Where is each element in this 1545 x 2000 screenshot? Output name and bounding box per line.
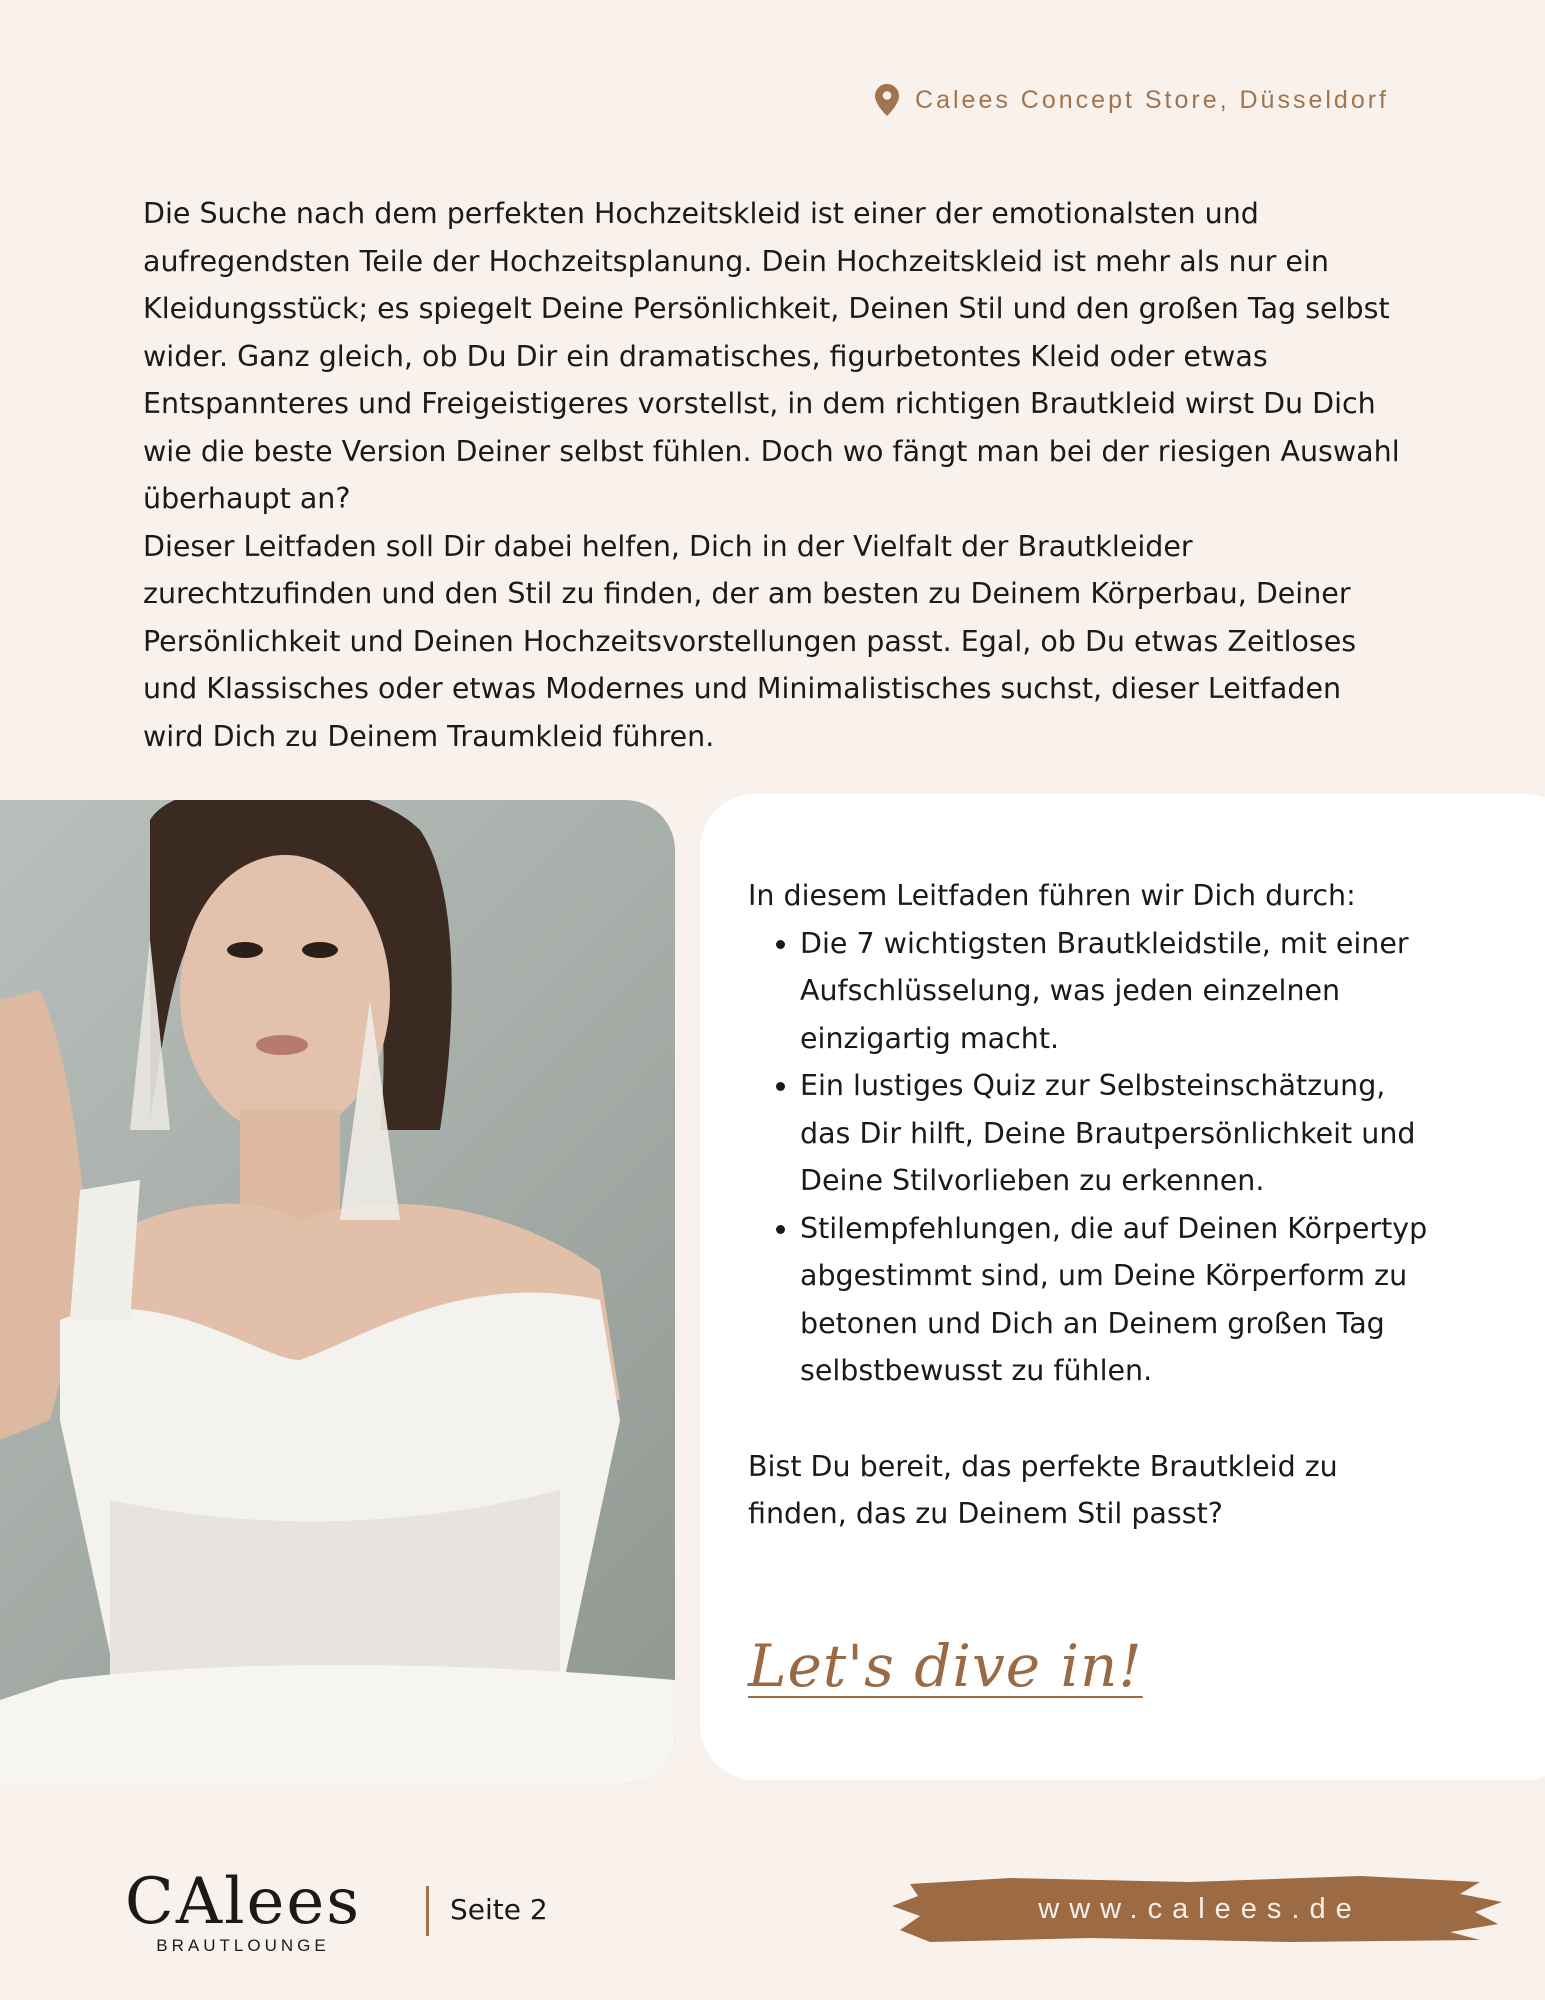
- location-text: Calees Concept Store, Düsseldorf: [915, 85, 1389, 114]
- store-location: [875, 84, 1389, 116]
- list-item: • Die 7 wichtigsten Brautkleidstile, mit einer Aufschlüsselung, was jeden einzelnen einzigartig macht.: [800, 920, 1428, 1063]
- calees-logo: [110, 1865, 376, 1956]
- bride-illustration: [0, 800, 675, 1784]
- website-link[interactable]: www.calees.de: [1038, 1892, 1362, 1925]
- intro-paragraph-2: Dieser Leitfaden soll Dir dabei helfen, Dich in der Vielfalt der Brautkleider zurechtzufinden und den Stil zu finden, der am besten zu Deinem Körperbau, Deiner Persönlichkeit und Deinen Hochzeitsvorstellungen passt. Egal, ob Du etwas Zeitloses und Klassisches oder etwas Modernes und Minimalistisches suchst, dieser Leitfaden wird Dich zu Deinem Traumkleid führen.: [143, 529, 1357, 753]
- logo-subtitle: BRAUTLOUNGE: [156, 1936, 330, 1955]
- page-number: Seite 2: [450, 1893, 548, 1926]
- card-lead: In diesem Leitfaden führen wir Dich durch:: [748, 879, 1356, 912]
- intro-text: [143, 190, 1403, 760]
- bride-photo: [0, 800, 675, 1784]
- card-closing: Bist Du bereit, das perfekte Brautkleid zu finden, das zu Deinem Stil passt?: [748, 1449, 1338, 1530]
- card-content: [748, 872, 1428, 1538]
- website-banner: [890, 1872, 1510, 1946]
- logo-wordmark: CAlees: [124, 1865, 362, 1939]
- footer-divider: [426, 1886, 429, 1936]
- location-pin-icon: [875, 84, 899, 116]
- guide-overview-card: [700, 794, 1545, 1780]
- guide-topics-list: [748, 920, 1428, 1395]
- list-item: • Stilempfehlungen, die auf Deinen Körpertyp abgestimmt sind, um Deine Körperform zu betonen und Dich an Deinem großen Tag selbstbewusst zu fühlen.: [800, 1205, 1428, 1395]
- lets-dive-in-script: Let's dive in!: [748, 1632, 1143, 1700]
- list-item: • Ein lustiges Quiz zur Selbsteinschätzung, das Dir hilft, Deine Brautpersönlichkeit und Deine Stilvorlieben zu erkennen.: [800, 1062, 1428, 1205]
- intro-paragraph-1: Die Suche nach dem perfekten Hochzeitskleid ist einer der emotionalsten und aufregendsten Teile der Hochzeitsplanung. Dein Hochzeitskleid ist mehr als nur ein Kleidungsstück; es spiegelt Deine Persönlichkeit, Deinen Stil und den großen Tag selbst wider. Ganz gleich, ob Du Dir ein dramatisches, figurbetontes Kleid oder etwas Entspannteres und Freigeistigeres vorstellst, in dem richtigen Brautkleid wirst Du Dich wie die beste Version Deiner selbst fühlen. Doch wo fängt man bei der riesigen Auswahl überhaupt an?: [143, 197, 1400, 515]
